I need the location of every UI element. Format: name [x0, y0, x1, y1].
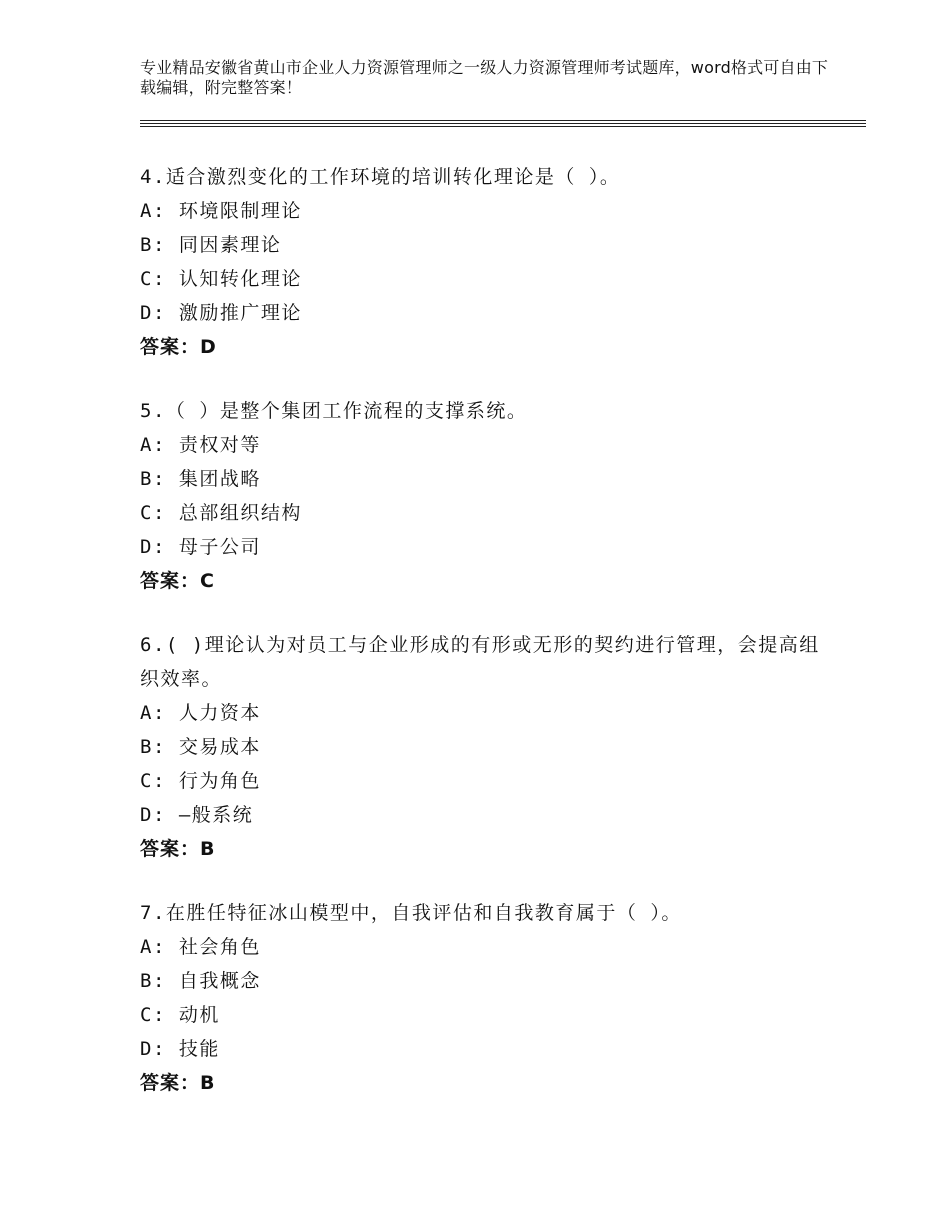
- answer-label: 答案：B: [140, 838, 216, 860]
- header-rule: [140, 120, 866, 121]
- question-block: [140, 628, 840, 866]
- answer-label: 答案：D: [140, 336, 217, 358]
- question-stem: 6.( )理论认为对员工与企业形成的有形或无形的契约进行管理，会提高组织效率。: [140, 634, 820, 690]
- header-rule: [140, 123, 866, 124]
- question-block: [140, 394, 840, 598]
- option-d: D: 激励推广理论: [140, 302, 302, 324]
- option-b: B: 自我概念: [140, 970, 261, 992]
- question-stem: 4.适合激烈变化的工作环境的培训转化理论是（ ）。: [140, 166, 621, 188]
- answer-label: 答案：B: [140, 1072, 216, 1094]
- option-d: D: —般系统: [140, 804, 254, 826]
- document-header: 专业精品安徽省黄山市企业人力资源管理师之一级人力资源管理师考试题库，word格式可自由下载编辑，附完整答案！: [140, 58, 829, 97]
- option-c: C: 动机: [140, 1004, 220, 1026]
- option-c: C: 认知转化理论: [140, 268, 302, 290]
- option-d: D: 技能: [140, 1038, 220, 1060]
- option-c: C: 行为角色: [140, 770, 261, 792]
- option-a: A: 环境限制理论: [140, 200, 302, 222]
- question-block: [140, 160, 840, 364]
- option-a: A: 责权对等: [140, 434, 261, 456]
- question-block: [140, 896, 840, 1100]
- option-b: B: 同因素理论: [140, 234, 282, 256]
- option-b: B: 集团战略: [140, 468, 261, 490]
- option-a: A: 人力资本: [140, 702, 261, 724]
- question-stem: 5.（ ）是整个集团工作流程的支撑系统。: [140, 400, 528, 422]
- option-c: C: 总部组织结构: [140, 502, 302, 524]
- option-a: A: 社会角色: [140, 936, 261, 958]
- option-d: D: 母子公司: [140, 536, 261, 558]
- question-stem: 7.在胜任特征冰山模型中，自我评估和自我教育属于（ ）。: [140, 902, 682, 924]
- option-b: B: 交易成本: [140, 736, 261, 758]
- question-list: [140, 160, 840, 1130]
- answer-label: 答案：C: [140, 570, 215, 592]
- header-rule: [140, 126, 866, 127]
